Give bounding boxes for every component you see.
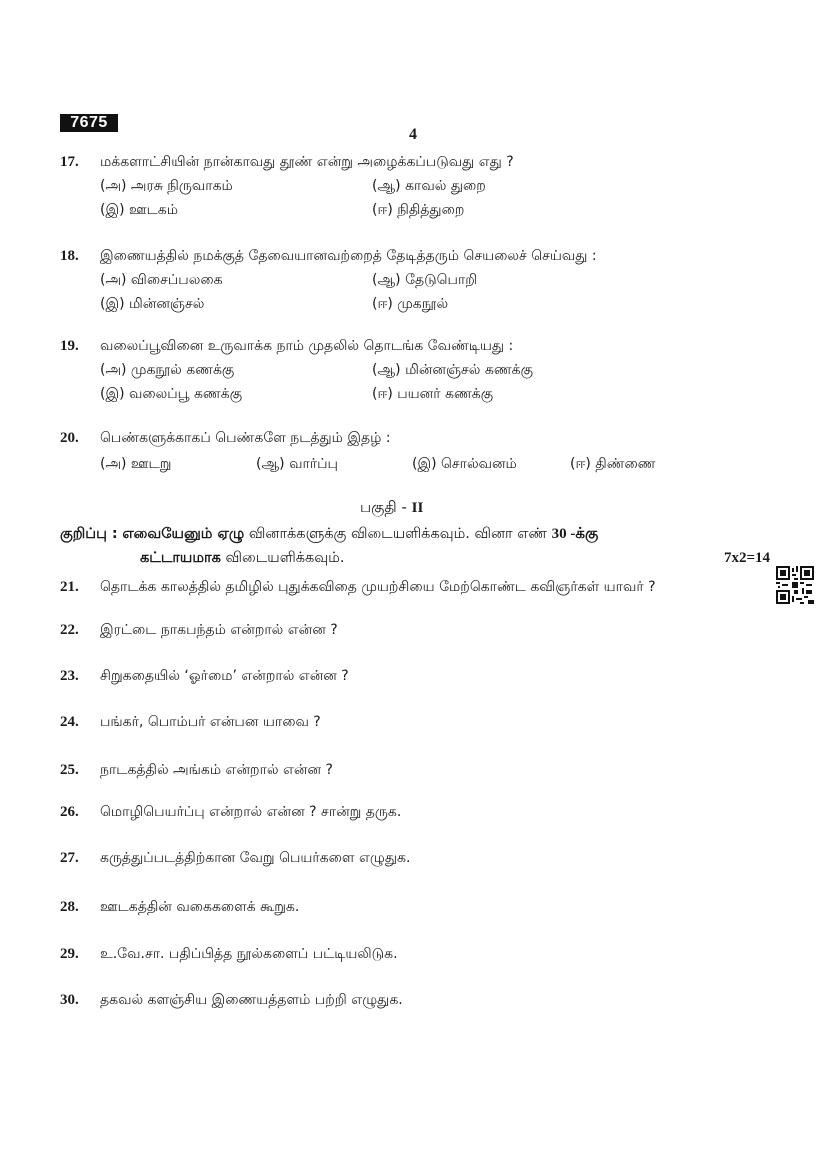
note-emphasis-count: எவையேனும் ஏழு (122, 526, 245, 542)
note-compulsory-question: 30 -க்கு (551, 526, 599, 542)
option-d: (ஈ) நிதித்துறை (372, 202, 465, 218)
question-number: 21. (60, 579, 79, 595)
question-text: ஊடகத்தின் வகைகளைக் கூறுக. (100, 899, 300, 915)
question-text: மக்களாட்சியின் நான்காவது தூண் என்று அழைக்கப்படுவது எது ? (100, 154, 514, 170)
question-number: 22. (60, 622, 79, 638)
question-number: 28. (60, 899, 79, 915)
question-number: 30. (60, 992, 79, 1008)
question-text: தகவல் களஞ்சிய இணையத்தளம் பற்றி எழுதுக. (100, 992, 403, 1008)
question-text: இணையத்தில் நமக்குத் தேவையானவற்றைத் தேடித்தரும் செயலைச் செய்வது : (100, 248, 597, 264)
question-text: மொழிபெயர்ப்பு என்றால் என்ன ? சான்று தருக. (100, 804, 402, 820)
question-27 (60, 846, 760, 870)
question-number: 27. (60, 850, 79, 866)
option-b: (ஆ) காவல் துறை (372, 178, 486, 194)
question-number: 17. (60, 154, 79, 170)
question-21 (60, 575, 760, 599)
question-number: 18. (60, 248, 79, 264)
question-number: 25. (60, 762, 79, 778)
question-text: வலைப்பூவினை உருவாக்க நாம் முதலில் தொடங்க வேண்டியது : (100, 338, 514, 354)
option-c: (இ) வலைப்பூ கணக்கு (100, 386, 243, 402)
page-number: 4 (409, 126, 417, 143)
option-b: (ஆ) மின்னஞ்சல் கணக்கு (372, 362, 533, 378)
question-text: இரட்டை நாகபந்தம் என்றால் என்ன ? (100, 622, 338, 638)
question-text: நாடகத்தில் அங்கம் என்றால் என்ன ? (100, 762, 333, 778)
question-text: சிறுகதையில் ‘ஓர்மை’ என்றால் என்ன ? (100, 668, 349, 684)
note-text: விடையளிக்கவும். (220, 550, 345, 566)
question-18 (60, 244, 760, 312)
section-title-prefix: பகுதி - (360, 498, 412, 516)
question-26 (60, 800, 760, 824)
option-a: (அ) அரசு நிருவாகம் (100, 178, 233, 194)
question-text: தொடக்க காலத்தில் தமிழில் புதுக்கவிதை முயற்சியை மேற்கொண்ட கவிஞர்கள் யாவர் ? (100, 579, 656, 595)
question-24 (60, 710, 760, 734)
question-number: 29. (60, 946, 79, 962)
paper-code-badge: 7675 (60, 114, 118, 132)
question-number: 24. (60, 714, 79, 730)
qr-code-icon (776, 566, 814, 604)
option-d: (ஈ) பயனர் கணக்கு (372, 386, 494, 402)
option-d: (ஈ) திண்ணை (570, 456, 656, 472)
question-28 (60, 895, 760, 919)
question-29 (60, 942, 760, 966)
note-emphasis-compulsory: கட்டாயமாக (140, 550, 221, 566)
question-22 (60, 618, 760, 642)
option-a: (அ) விசைப்பலகை (100, 272, 223, 288)
question-23 (60, 664, 760, 688)
question-20 (60, 426, 760, 472)
question-number: 20. (60, 430, 79, 446)
note-text: வினாக்களுக்கு விடையளிக்கவும். வினா எண் (244, 526, 552, 542)
question-text: பங்கர், பொம்பர் என்பன யாவை ? (100, 714, 321, 730)
option-c: (இ) சொல்வனம் (412, 456, 517, 472)
section-title (360, 498, 423, 518)
question-17 (60, 150, 760, 218)
question-30 (60, 988, 760, 1012)
section-instructions (60, 522, 770, 570)
option-a: (அ) முகநூல் கணக்கு (100, 362, 235, 378)
question-number: 26. (60, 804, 79, 820)
question-number: 19. (60, 338, 79, 354)
option-b: (ஆ) வார்ப்பு (256, 456, 338, 472)
question-text: பெண்களுக்காகப் பெண்களே நடத்தும் இதழ் : (100, 430, 391, 446)
option-c: (இ) மின்னஞ்சல் (100, 296, 205, 312)
question-25 (60, 758, 760, 782)
section-marks: 7x2=14 (723, 550, 770, 566)
question-number: 23. (60, 668, 79, 684)
section-title-roman: II (411, 500, 424, 516)
question-text: உ.வே.சா. பதிப்பித்த நூல்களைப் பட்டியலிடுக. (100, 946, 398, 962)
question-text: கருத்துப்படத்திற்கான வேறு பெயர்களை எழுதுக. (100, 850, 411, 866)
note-label: குறிப்பு : (60, 526, 118, 542)
option-d: (ஈ) முகநூல் (372, 296, 449, 312)
question-19 (60, 334, 760, 402)
option-a: (அ) ஊடறு (100, 456, 172, 472)
option-b: (ஆ) தேடுபொறி (372, 272, 478, 288)
option-c: (இ) ஊடகம் (100, 202, 178, 218)
